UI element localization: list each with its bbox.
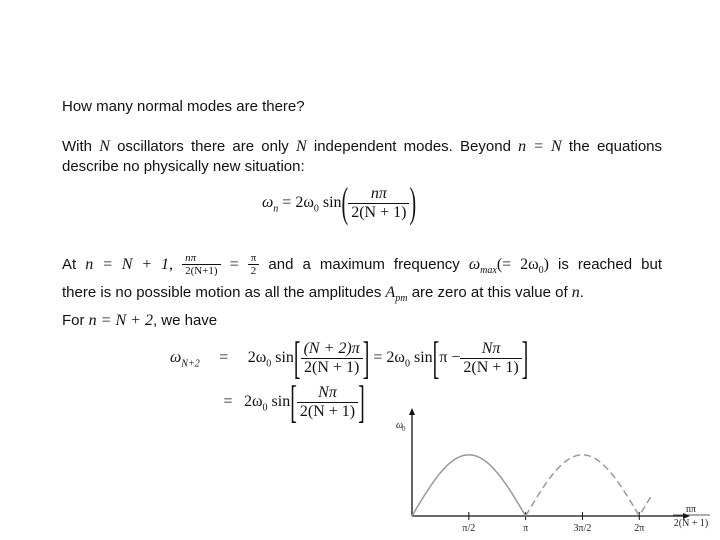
paragraph-modes-line1: With N oscillators there are only N independent modes. Beyond n = N the equations: [62, 138, 663, 155]
x-tick-label-1: π: [523, 523, 529, 534]
x-axis-label-num: nπ: [685, 504, 697, 515]
equation-dispersion: $\omega_n = 2\omega_0$ sin( $\frac{n\pi}{2(N + 1)}$ ): [262, 180, 417, 227]
x-tick-label-2: 3π/2: [573, 523, 592, 534]
series-line-1: [526, 455, 651, 516]
dispersion-chart: [380, 400, 720, 535]
paragraph-modes: [62, 137, 662, 177]
paragraph-max-line2: there is no possible motion as all the amplitudes $A_{pm}$ are zero at this value of n.: [62, 283, 584, 304]
y-axis-label: ω: [396, 420, 404, 431]
paragraph-n-plus-2: For n = N + 2, we have: [62, 312, 218, 329]
y-axis-label-sub: 0: [402, 425, 406, 433]
paragraph-max-frequency: [62, 252, 662, 310]
y-axis-arrow: [409, 408, 415, 415]
series-line-0: [412, 455, 526, 516]
x-tick-label-0: π/2: [462, 523, 476, 534]
x-tick-label-3: 2π: [634, 523, 645, 534]
question-heading: How many normal modes are there?: [62, 98, 305, 115]
x-axis-label-den: 2(N + 1): [673, 518, 709, 529]
equation-n-plus-2-line1: $\omega_{N+2} = 2\omega_0$ sin[ $\frac{(N + 2)\pi}{2(N + 1)}$ ] = $2\omega_0$ sin[π − $\frac{N\pi}{2(N + 1)}$ ]: [170, 333, 529, 384]
equation-n-plus-2-line2: = $2\omega_0$ sin[ $\frac{N\pi}{2(N + 1)}$ ]: [223, 377, 365, 428]
paragraph-max-line1: At n = N + 1, $\frac{n\pi}{2(N+1)}$ = $\frac{\pi}{2}$ and a maximum frequency $\omega_{max}(= 2\omega_0)$ is reached but: [62, 252, 662, 278]
paragraph-modes-line2: describe no physically new situation:: [62, 158, 305, 175]
